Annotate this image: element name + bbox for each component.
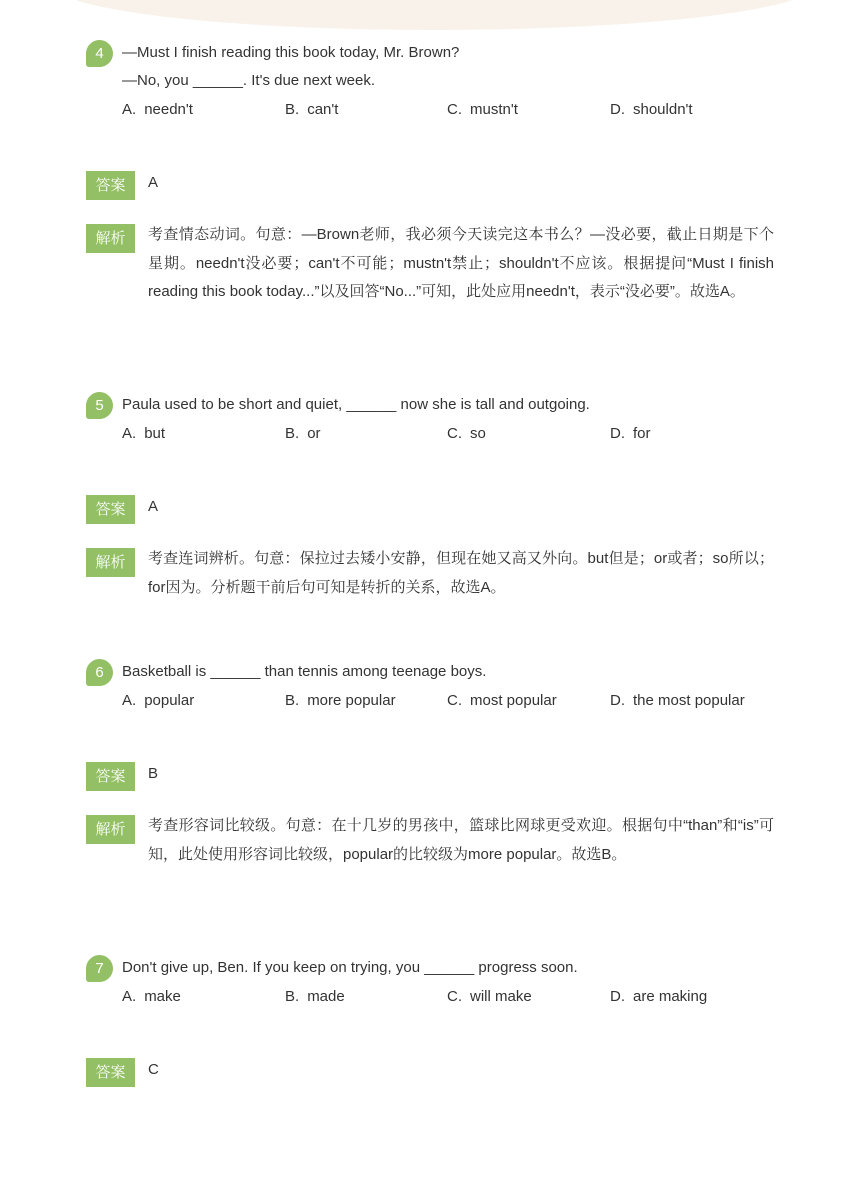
option-d[interactable]: D. shouldn't [610, 101, 693, 118]
option-b[interactable]: B. more popular [285, 692, 396, 709]
answer-value: C [148, 1061, 159, 1078]
explanation-label: 解析 [86, 815, 135, 844]
answer-value: A [148, 498, 159, 515]
question-number-badge: 5 [86, 392, 113, 419]
option-a[interactable]: A. but [122, 425, 166, 442]
question-stem-line: —Must I finish reading this book today, Mr. Brown? [122, 44, 460, 61]
question-number-badge: 6 [86, 659, 113, 686]
question-stem-line: Basketball is ______ than tennis among teenage boys. [122, 663, 487, 680]
header-decoration [54, 0, 814, 30]
option-c[interactable]: C. so [447, 425, 486, 442]
explanation-text: 考查形容词比较级。句意：在十几岁的男孩中，篮球比网球更受欢迎。根据句中“than”和“is”可知，此处使用形容词比较级，popular的比较级为more popular。故选B。 [148, 817, 774, 863]
option-d[interactable]: D. are making [610, 988, 708, 1005]
answer-label: 答案 [86, 171, 135, 200]
option-a[interactable]: A. popular [122, 692, 195, 709]
explanation-label: 解析 [86, 224, 135, 253]
answer-value: B [148, 765, 159, 782]
option-b[interactable]: B. can't [285, 101, 339, 118]
question-number-badge: 7 [86, 955, 113, 982]
option-a[interactable]: A. needn't [122, 101, 193, 118]
answer-label: 答案 [86, 495, 135, 524]
option-a[interactable]: A. make [122, 988, 181, 1005]
option-b[interactable]: B. made [285, 988, 345, 1005]
question-stem-line: Paula used to be short and quiet, ______ now she is tall and outgoing. [122, 396, 590, 413]
option-c[interactable]: C. will make [447, 988, 532, 1005]
question-stem-line: Don't give up, Ben. If you keep on trying, you ______ progress soon. [122, 959, 578, 976]
question-number-badge: 4 [86, 40, 113, 67]
option-d[interactable]: D. for [610, 425, 651, 442]
option-b[interactable]: B. or [285, 425, 321, 442]
explanation-text: 考查连词辨析。句意：保拉过去矮小安静，但现在她又高又外向。but但是；or或者；so所以；for因为。分析题干前后句可知是转折的关系，故选A。 [148, 550, 774, 596]
explanation-text: 考查情态动词。句意：—Brown老师，我必须今天读完这本书么？—没必要，截止日期是下个星期。needn't没必要；can't不可能；mustn't禁止；shouldn't不应该。根据提问“Must I finish reading this book today...”以及回答“No...”可知，此处应用needn't，表示“没必要”。故选A。 [148, 226, 774, 300]
option-c[interactable]: C. mustn't [447, 101, 518, 118]
question-stem-line: —No, you ______. It's due next week. [122, 72, 376, 89]
explanation-label: 解析 [86, 548, 135, 577]
answer-label: 答案 [86, 762, 135, 791]
option-d[interactable]: D. the most popular [610, 692, 745, 709]
answer-value: A [148, 174, 159, 191]
option-c[interactable]: C. most popular [447, 692, 557, 709]
answer-label: 答案 [86, 1058, 135, 1087]
